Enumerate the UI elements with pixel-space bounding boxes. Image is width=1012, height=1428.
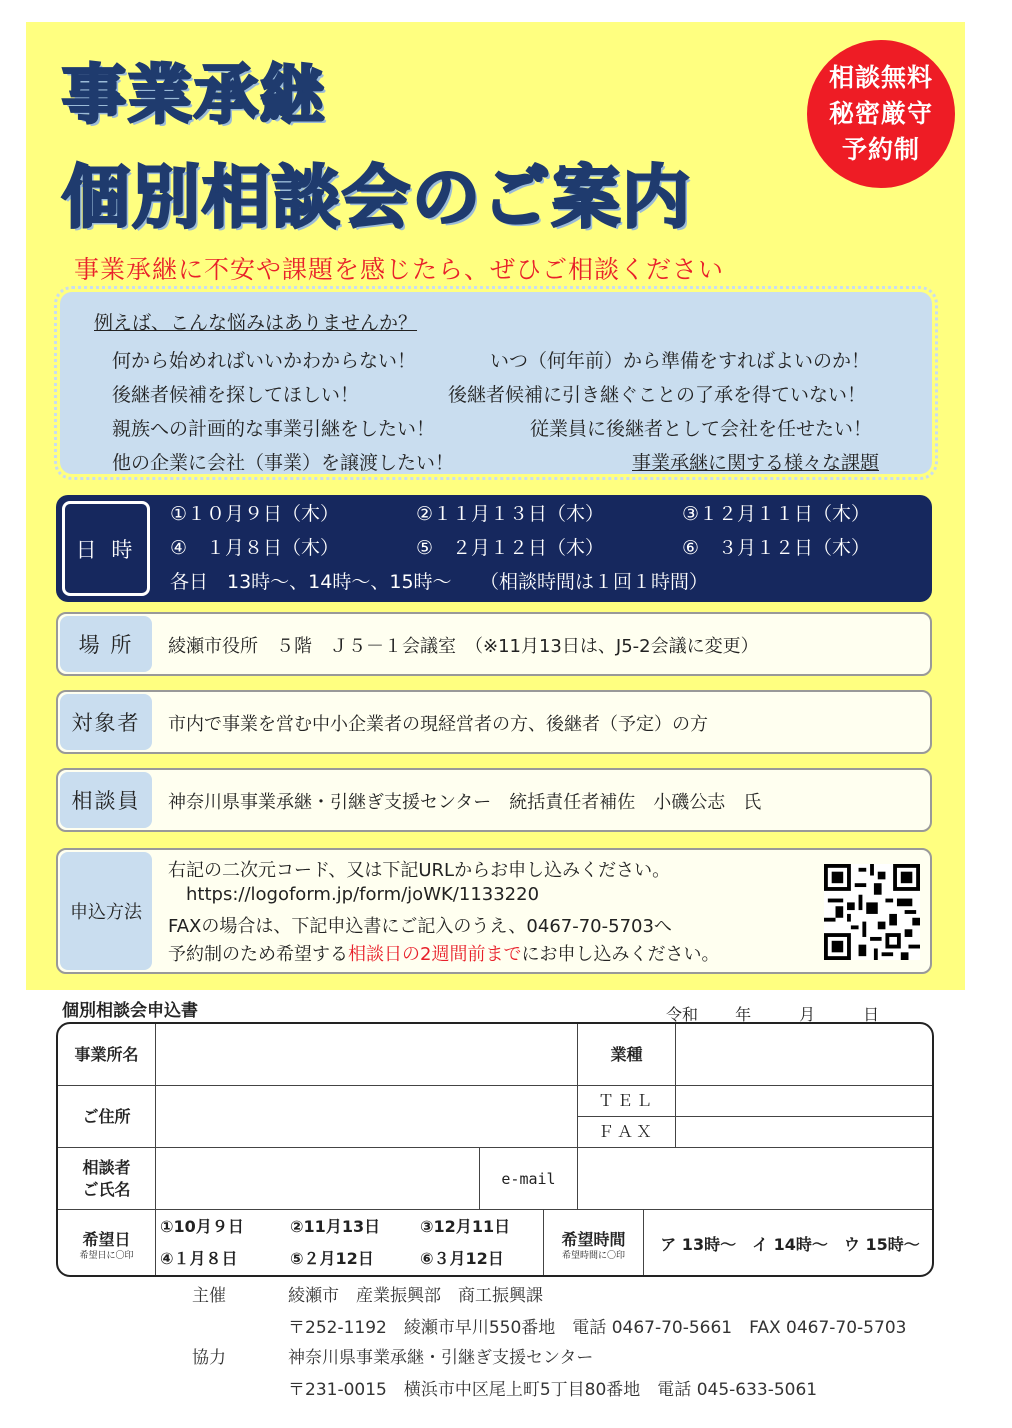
form-title: 個別相談会申込書	[62, 1001, 198, 1021]
worries-heading: 例えば、こんな悩みはありませんか？	[94, 312, 418, 334]
email-label: e-mail	[480, 1148, 578, 1210]
industry-label: 業種	[578, 1024, 676, 1086]
deadline-highlight: 相談日の2週間前まで	[348, 944, 522, 965]
title-line1: 事業承継	[62, 59, 326, 133]
host-label: 主催	[192, 1286, 226, 1306]
worry-item: 従業員に後継者として会社を任せたい！	[530, 418, 873, 440]
worry-item: 親族への計画的な事業引継をしたい！	[112, 418, 436, 440]
date-option[interactable]: ①10月９日	[160, 1217, 244, 1236]
applicant-name-line: ご氏名	[82, 1179, 131, 1199]
schedule-date: ①１０月９日（木）	[170, 503, 340, 525]
coop-name: 神奈川県事業承継・引継ぎ支援センター	[288, 1348, 594, 1368]
wish-time-options[interactable]: ア 13時～ イ 14時～ ウ 15時～	[660, 1234, 920, 1254]
fax-field[interactable]	[676, 1117, 934, 1148]
worry-item: 後継者候補を探してほしい！	[112, 384, 360, 406]
schedule-panel	[56, 495, 932, 602]
wish-time-note: 希望時間に〇印	[561, 1250, 625, 1261]
address-label: ご住所	[58, 1086, 156, 1148]
tel-field[interactable]	[676, 1086, 934, 1117]
date-option[interactable]: ⑤２月12日	[290, 1249, 374, 1268]
badge-line: 秘密厳守	[828, 99, 933, 128]
worry-item: 他の企業に会社（事業）を譲渡したい！	[112, 452, 455, 474]
target-panel	[56, 690, 932, 754]
applicant-name-label	[58, 1148, 156, 1210]
badge-line: 予約制	[841, 135, 920, 164]
badge-line: 相談無料	[828, 63, 933, 92]
apply-panel	[56, 848, 932, 974]
wish-date-text: 希望日	[82, 1229, 131, 1249]
worry-item: 後継者候補に引き継ぐことの了承を得ていない！	[448, 384, 867, 406]
worry-item: 何から始めればいいかわからない！	[112, 350, 417, 372]
email-field[interactable]	[578, 1148, 934, 1210]
form-date: 令和 年 月 日	[666, 1005, 880, 1024]
application-form	[56, 1022, 934, 1277]
fax-label: ＦＡＸ	[578, 1117, 676, 1148]
wish-date-label	[58, 1210, 156, 1277]
deadline-text: 予約制のため希望する	[168, 944, 348, 965]
wish-date-options	[156, 1210, 544, 1277]
place-panel	[56, 612, 932, 676]
schedule-label: 日 時	[62, 501, 150, 596]
wish-date-note: 希望日に〇印	[79, 1250, 134, 1261]
place-text: 綾瀬市役所 ５階 Ｊ５－１会議室 （※11月13日は、J5-2会議に変更）	[168, 636, 759, 657]
schedule-times: 各日 13時～、14時～、15時～ （相談時間は１回１時間）	[170, 571, 709, 593]
wish-time-text: 希望時間	[561, 1229, 626, 1249]
deadline-text: にお申し込みください。	[521, 944, 720, 965]
consultant-label: 相談員	[60, 772, 152, 828]
schedule-date: ⑥ ３月１２日（木）	[682, 537, 871, 559]
target-text: 市内で事業を営む中小企業者の現経営者の方、後継者（予定）の方	[168, 714, 708, 735]
applicant-name-field[interactable]	[156, 1148, 480, 1210]
applicant-name-line: 相談者	[82, 1157, 131, 1177]
worry-item: 事業承継に関する様々な課題	[632, 452, 880, 474]
tel-label: ＴＥＬ	[578, 1086, 676, 1117]
apply-line1: 右記の二次元コード、又は下記URLからお申し込みください。	[168, 860, 671, 881]
date-option[interactable]: ④１月８日	[160, 1249, 238, 1268]
consultant-text: 神奈川県事業承継・引継ぎ支援センター 統括責任者補佐 小磯公志 氏	[168, 792, 762, 813]
date-option[interactable]: ⑥３月12日	[420, 1249, 504, 1268]
qr-code-icon[interactable]	[824, 864, 920, 960]
date-option[interactable]: ②11月13日	[290, 1217, 381, 1236]
business-name-field[interactable]	[156, 1024, 578, 1086]
target-label: 対象者	[60, 694, 152, 750]
host-address: 〒252-1192 綾瀬市早川550番地 電話 0467-70-5661 FAX 0467-70-5703	[288, 1318, 907, 1338]
wish-time-label	[544, 1210, 644, 1277]
schedule-date: ③１２月１１日（木）	[682, 503, 871, 525]
date-option[interactable]: ③12月11日	[420, 1217, 511, 1236]
apply-url[interactable]: https://logoform.jp/form/joWK/1133220	[186, 884, 540, 905]
host-name: 綾瀬市 産業振興部 商工振興課	[288, 1286, 543, 1306]
place-label: 場 所	[60, 616, 152, 672]
industry-field[interactable]	[676, 1024, 934, 1086]
apply-label: 申込方法	[60, 852, 152, 970]
catchphrase: 事業承継に不安や課題を感じたら、ぜひご相談ください	[74, 255, 725, 284]
coop-address: 〒231-0015 横浜市中区尾上町5丁目80番地 電話 045-633-5061	[288, 1380, 818, 1400]
apply-deadline-line	[168, 940, 719, 966]
flyer	[26, 22, 965, 990]
schedule-date: ④ １月８日（木）	[170, 537, 340, 559]
consultant-panel	[56, 768, 932, 832]
apply-fax-line: FAXの場合は、下記申込書にご記入のうえ、0467-70-5703へ	[168, 916, 672, 937]
address-field[interactable]	[156, 1086, 578, 1148]
worry-item: いつ（何年前）から準備をすればよいのか！	[490, 350, 871, 372]
free-consultation-badge	[807, 40, 955, 188]
schedule-date: ⑤ ２月１２日（木）	[416, 537, 605, 559]
title-line2: 個別相談会のご案内	[62, 159, 693, 238]
business-name-label: 事業所名	[58, 1024, 156, 1086]
coop-label: 協力	[192, 1348, 226, 1368]
worries-box	[60, 292, 932, 474]
schedule-date: ②１１月１３日（木）	[416, 503, 605, 525]
